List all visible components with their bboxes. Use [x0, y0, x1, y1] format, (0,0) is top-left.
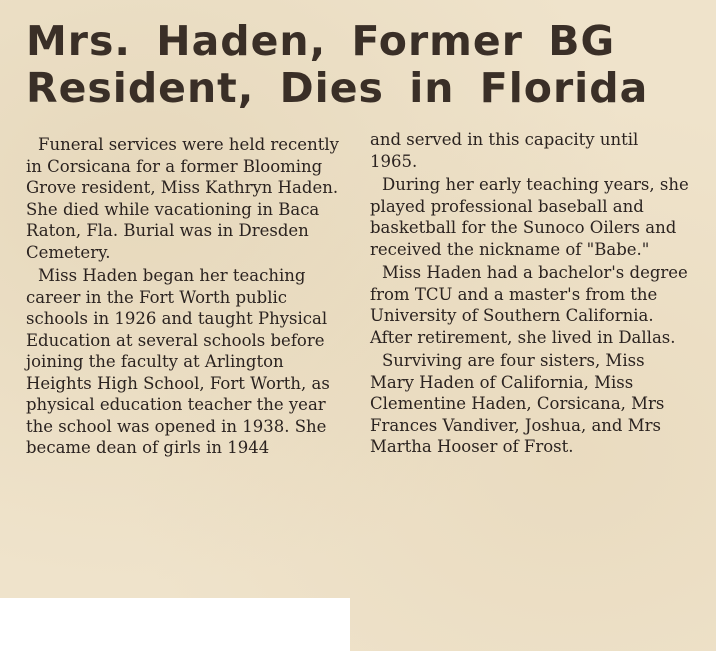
- headline-line-2: Resident, Dies in Florida: [26, 64, 649, 112]
- paragraph-sports: During her early teaching years, she played professional baseball and basketball for the Sunoco Oilers and received the nickname of "Babe.": [370, 175, 689, 259]
- paragraph-education: Miss Haden had a bachelor's degree from TCU and a master's from the University of Southern California. After retirement, she lived in Dallas.: [370, 263, 688, 347]
- paragraph-career-continued: and served in this capacity until 1965.: [370, 130, 639, 171]
- headline: [26, 18, 648, 112]
- right-column: [370, 129, 690, 460]
- headline-line-1: Mrs. Haden, Former BG: [26, 17, 616, 65]
- paragraph-career: Miss Haden began her teaching career in the Fort Worth public schools in 1926 and taught Physical Education at several schools before joining the faculty at Arlington Heights High School, Fort Worth, as physical education teacher the year the school was opened in 1938. She became dean of girls in 1944: [26, 266, 330, 457]
- paragraph-survivors: Surviving are four sisters, Miss Mary Haden of California, Miss Clementine Haden, Corsicana, Mrs Frances Vandiver, Joshua, and Mrs Martha Hooser of Frost.: [370, 351, 665, 456]
- clipping-cut-edge: [0, 598, 350, 651]
- paragraph-funeral: Funeral services were held recently in Corsicana for a former Blooming Grove resident, Miss Kathryn Haden. She died while vacationing in Baca Raton, Fla. Burial was in Dresden Cemetery.: [26, 135, 339, 262]
- left-column: [26, 134, 346, 461]
